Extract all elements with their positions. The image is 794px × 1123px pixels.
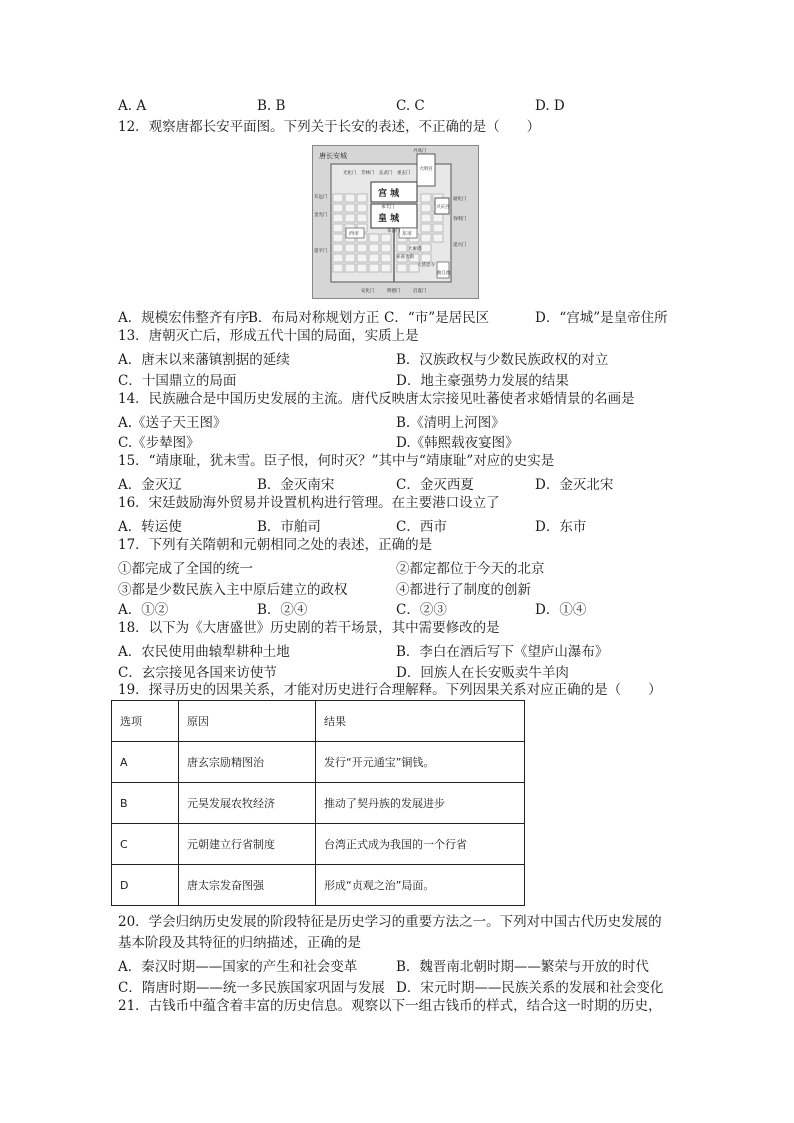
map-label-zhuquemen: 朱雀门 <box>387 229 401 234</box>
q20-option-a: A．秦汉时期——国家的产生和社会变革 <box>118 959 358 975</box>
q18-option-b: B．李白在酒后写下《望庐山瀑布》 <box>396 644 609 660</box>
table-row <box>112 742 525 783</box>
q11-option-d: D. D <box>535 98 565 114</box>
q12-option-b: B．布局对称规划方正 <box>248 310 380 326</box>
map-label-mingdemen: 明德门 <box>387 289 401 294</box>
table-cell: 唐玄宗励精图治 <box>179 742 316 783</box>
changan-map <box>312 145 479 299</box>
q12-option-c: C．“市”是居民区 <box>384 310 490 326</box>
q17-stem: 17．下列有关隋朝和元朝相同之处的表述，正确的是 <box>118 537 433 553</box>
map-label-guanghuamen: 光化门 <box>343 171 357 176</box>
table-cell: 形成“贞观之治”局面。 <box>316 865 525 906</box>
q13-option-b: B．汉族政权与少数民族政权的对立 <box>396 352 609 368</box>
map-label-qujiang: 曲江池 <box>437 271 451 276</box>
map-label-yanpingmen: 延平门 <box>314 249 328 254</box>
map-label-qixiamen: 启夏门 <box>413 289 427 294</box>
q20-option-c: C．隋唐时期——统一多民族国家巩固与发展 <box>118 980 385 996</box>
q19-stem: 19．探寻历史的因果关系，才能对历史进行合理解释。下列因果关系对应正确的是（ ） <box>118 682 662 698</box>
table-cell: 唐太宗发奋图强 <box>179 865 316 906</box>
table-header-cell: 选项 <box>112 701 179 742</box>
q17-option-a: A．①② <box>118 602 169 618</box>
q16-stem: 16．宋廷鼓励海外贸易并设置机构进行管理。在主要港口设立了 <box>118 495 500 511</box>
q11-option-c: C. C <box>396 98 425 114</box>
table-cell: B <box>112 783 179 824</box>
q21-stem: 21．古钱币中蕴含着丰富的历史信息。观察以下一组古钱币的样式，结合这一时期的历史， <box>118 998 662 1014</box>
q16-option-a: A．转运使 <box>118 519 182 535</box>
table-cell: 推动了契丹族的发展进步 <box>316 783 525 824</box>
table-header-cell: 结果 <box>316 701 525 742</box>
q14-option-c: C.《步辇图》 <box>118 435 200 451</box>
q17-item-1: ①都完成了全国的统一 <box>118 561 253 577</box>
q13-stem: 13．唐朝灭亡后，形成五代十国的局面，实质上是 <box>118 328 419 344</box>
q14-stem: 14．民族融合是中国历史发展的主流。唐代反映唐太宗接见吐蕃使者求婚情景的名画是 <box>118 391 635 407</box>
q12-stem: 12．观察唐都长安平面图。下列关于长安的表述，不正确的是（ ） <box>118 119 541 135</box>
q20-stem-line2: 基本阶段及其特征的归纳描述，正确的是 <box>118 935 361 951</box>
map-label-kaiyuanmen: 开远门 <box>314 195 328 200</box>
q17-option-d: D．①④ <box>535 602 587 618</box>
q13-option-a: A．唐末以来藩镇割据的延续 <box>118 352 290 368</box>
q16-option-c: C．西市 <box>396 519 447 535</box>
q14-option-d: D.《韩熙载夜宴图》 <box>396 435 519 451</box>
q15-option-d: D．金灭北宋 <box>535 477 614 493</box>
table-header-row <box>112 701 525 742</box>
table-header-cell: 原因 <box>179 701 316 742</box>
q13-option-c: C．十国鼎立的局面 <box>118 373 237 389</box>
q20-option-b: B．魏晋南北朝时期——繁荣与开放的时代 <box>396 959 649 975</box>
q15-stem: 15．“靖康耻，犹未雪。臣子恨，何时灭？”其中与“靖康耻”对应的史实是 <box>118 453 555 469</box>
q20-stem-line1: 20．学会归纳历史发展的阶段特征是历史学习的重要方法之一。下列对中国古代历史发展的 <box>118 914 662 930</box>
q18-stem: 18．以下为《大唐盛世》历史剧的若干场景，其中需要修改的是 <box>118 620 500 636</box>
table-row <box>112 783 525 824</box>
q16-option-d: D．东市 <box>535 519 587 535</box>
map-label-ciensi: 大慈恩寺 <box>417 263 435 268</box>
map-label-daming: 大明宫 <box>419 167 433 172</box>
table-cell: A <box>112 742 179 783</box>
table-cell: 元朝建立行省制度 <box>179 824 316 865</box>
q17-item-4: ④都进行了制度的创新 <box>396 582 531 598</box>
map-label-fanglinmen: 芳林门 <box>361 171 375 176</box>
map-label-jinguangmen: 金光门 <box>314 213 328 218</box>
table-cell: 元昊发展农牧经济 <box>179 783 316 824</box>
q14-option-a: A.《送子天王图》 <box>118 415 227 431</box>
map-label-palace: 宫 城 <box>378 189 400 199</box>
q17-option-b: B．②④ <box>257 602 308 618</box>
q11-option-a: A. A <box>118 98 147 114</box>
table-cell: D <box>112 865 179 906</box>
map-label-zhuque-avenue: 朱雀大街 <box>396 255 414 260</box>
q18-option-a: A．农民使用曲辕犁耕种土地 <box>118 644 290 660</box>
map-label-danfengmen: 丹凤门 <box>413 149 427 154</box>
map-label-xingqing: 兴庆宫 <box>436 205 450 210</box>
map-label-chunmingmen: 春明门 <box>453 217 467 222</box>
map-title: 唐长安城 <box>319 152 347 160</box>
q15-option-b: B．金灭南宋 <box>257 477 335 493</box>
map-label-anhuamen: 安化门 <box>361 289 375 294</box>
q11-option-b: B. B <box>257 98 286 114</box>
q13-option-d: D．地主豪强势力发展的结果 <box>396 373 569 389</box>
q15-option-a: A．金灭辽 <box>118 477 182 493</box>
q12-option-d: D．“宫城”是皇帝住所 <box>535 310 668 326</box>
q18-option-d: D．回族人在长安贩卖牛羊肉 <box>396 665 569 681</box>
q12-option-a: A．规模宏伟整齐有序 <box>118 310 250 326</box>
map-label-chongxuanmen: 重玄门 <box>397 171 411 176</box>
q20-option-d: D．宋元时期——民族关系的发展和社会变化 <box>396 980 664 996</box>
q19-table <box>111 700 525 906</box>
table-row <box>112 824 525 865</box>
map-label-xuanwumen: 玄武门 <box>379 171 393 176</box>
q15-option-c: C．金灭西夏 <box>396 477 474 493</box>
table-cell: 台湾正式成为我国的一个行省 <box>316 824 525 865</box>
map-label-west-market: 西市 <box>349 231 360 237</box>
table-row <box>112 865 525 906</box>
q16-option-b: B．市舶司 <box>257 519 321 535</box>
table-cell: 发行“开元通宝”铜钱。 <box>316 742 525 783</box>
map-label-dayanta: 大雁塔 <box>408 247 422 252</box>
map-label-yanxingmen: 延兴门 <box>453 243 467 248</box>
map-label-chengtianmen: 承天门 <box>381 205 395 210</box>
table-cell: C <box>112 824 179 865</box>
q17-item-2: ②都定都位于今天的北京 <box>396 561 545 577</box>
q14-option-b: B.《清明上河图》 <box>396 415 505 431</box>
q18-option-c: C．玄宗接见各国来访使节 <box>118 665 277 681</box>
map-label-imperial: 皇 城 <box>378 214 400 224</box>
q17-item-3: ③都是少数民族入主中原后建立的政权 <box>118 582 348 598</box>
map-label-east-market: 东市 <box>402 231 413 237</box>
map-label-tonghuamen: 通化门 <box>453 197 467 202</box>
q17-option-c: C．②③ <box>396 602 447 618</box>
